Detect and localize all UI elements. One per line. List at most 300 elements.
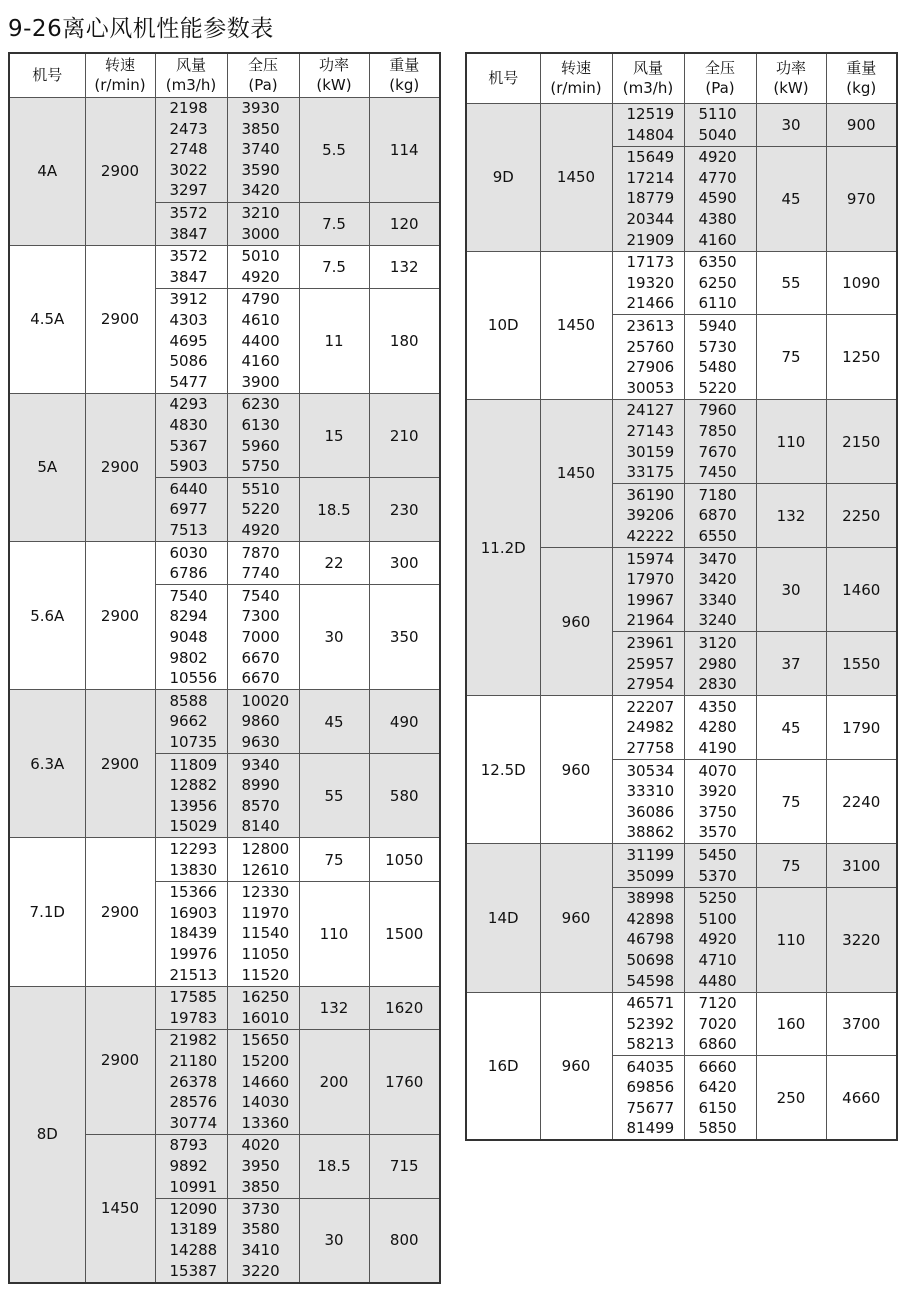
table-row bbox=[466, 251, 897, 315]
pressure-cell-value: 7300 bbox=[241, 607, 280, 626]
pressure-cell-value: 7670 bbox=[698, 442, 737, 461]
pressure-cell-value: 3340 bbox=[698, 590, 737, 609]
pressure-cell-value: 3420 bbox=[698, 570, 737, 589]
flow-cell bbox=[612, 484, 684, 548]
model-cell: 6.3A bbox=[9, 690, 85, 838]
flow-cell bbox=[612, 844, 684, 887]
flow-cell-value: 4830 bbox=[169, 415, 208, 434]
pressure-cell-value: 6230 bbox=[241, 395, 280, 414]
pressure-cell-value: 3580 bbox=[241, 1220, 280, 1239]
pressure-cell-value: 11540 bbox=[241, 924, 290, 943]
flow-cell bbox=[155, 986, 227, 1029]
flow-cell-value: 7540 bbox=[169, 586, 208, 605]
pressure-cell-value: 5750 bbox=[241, 457, 280, 476]
pressure-cell-value: 3900 bbox=[241, 372, 280, 391]
header-speed: 转速 (r/min) bbox=[85, 53, 155, 97]
pressure-cell-value: 14660 bbox=[241, 1072, 290, 1091]
flow-cell-value: 21180 bbox=[169, 1051, 218, 1070]
speed-cell: 1450 bbox=[540, 251, 612, 399]
pressure-cell-value: 7180 bbox=[698, 485, 737, 504]
flow-cell-value: 19976 bbox=[169, 944, 218, 963]
power-cell: 45 bbox=[756, 696, 826, 760]
pressure-cell-value: 12330 bbox=[241, 883, 290, 902]
model-cell: 4.5A bbox=[9, 245, 85, 393]
flow-cell-value: 21964 bbox=[626, 611, 675, 630]
weight-cell: 114 bbox=[369, 97, 440, 202]
flow-cell-value: 33310 bbox=[626, 782, 675, 801]
pressure-cell-value: 3850 bbox=[241, 119, 280, 138]
speed-cell: 960 bbox=[540, 992, 612, 1140]
pressure-cell-value: 5940 bbox=[698, 316, 737, 335]
header-model: 机号 bbox=[9, 53, 85, 97]
power-cell: 45 bbox=[299, 690, 369, 754]
flow-cell-value: 38862 bbox=[626, 823, 675, 842]
speed-cell: 960 bbox=[540, 548, 612, 696]
pressure-cell-value: 9860 bbox=[241, 712, 280, 731]
pressure-cell-value: 6670 bbox=[241, 669, 280, 688]
header-speed: 转速 (r/min) bbox=[540, 53, 612, 103]
flow-cell bbox=[155, 542, 227, 585]
speed-cell: 2900 bbox=[85, 838, 155, 986]
pressure-cell bbox=[684, 887, 756, 992]
weight-cell: 2150 bbox=[826, 399, 897, 483]
flow-cell-value: 15366 bbox=[169, 883, 218, 902]
model-cell: 7.1D bbox=[9, 838, 85, 986]
header-weight: 重量 (kg) bbox=[826, 53, 897, 103]
flow-cell-value: 5086 bbox=[169, 352, 208, 371]
flow-cell bbox=[155, 754, 227, 838]
flow-cell-value: 15029 bbox=[169, 817, 218, 836]
power-cell: 75 bbox=[299, 838, 369, 881]
pressure-cell bbox=[684, 760, 756, 844]
weight-cell: 180 bbox=[369, 288, 440, 393]
pressure-cell-value: 5480 bbox=[698, 358, 737, 377]
pressure-cell-value: 7960 bbox=[698, 401, 737, 420]
flow-cell bbox=[155, 585, 227, 690]
pressure-cell-value: 3420 bbox=[241, 181, 280, 200]
pressure-cell-value: 5370 bbox=[698, 866, 737, 885]
flow-cell-value: 8588 bbox=[169, 691, 208, 710]
pressure-cell bbox=[684, 696, 756, 760]
pressure-cell-value: 5450 bbox=[698, 845, 737, 864]
flow-cell-value: 36190 bbox=[626, 485, 675, 504]
pressure-cell-value: 7740 bbox=[241, 564, 280, 583]
header-flow: 风量 (m3/h) bbox=[612, 53, 684, 103]
pressure-cell-value: 7120 bbox=[698, 994, 737, 1013]
flow-cell-value: 9802 bbox=[169, 648, 208, 667]
flow-cell-value: 17214 bbox=[626, 168, 675, 187]
pressure-cell-value: 3950 bbox=[241, 1156, 280, 1175]
pressure-cell-value: 5110 bbox=[698, 105, 737, 123]
pressure-cell-value: 3410 bbox=[241, 1241, 280, 1260]
table-row bbox=[466, 844, 897, 887]
flow-cell-value: 15974 bbox=[626, 549, 675, 568]
pressure-cell-value: 8570 bbox=[241, 796, 280, 815]
pressure-cell bbox=[684, 548, 756, 632]
pressure-cell-value: 11970 bbox=[241, 903, 290, 922]
power-cell: 110 bbox=[756, 399, 826, 483]
speed-cell: 2900 bbox=[85, 97, 155, 245]
table-row bbox=[466, 399, 897, 483]
pressure-cell-value: 7540 bbox=[241, 586, 280, 605]
pressure-cell-value: 4790 bbox=[241, 290, 280, 309]
flow-cell-value: 6030 bbox=[169, 543, 208, 562]
speed-cell: 2900 bbox=[85, 393, 155, 541]
header-model: 机号 bbox=[466, 53, 540, 103]
weight-cell: 3700 bbox=[826, 992, 897, 1056]
speed-cell: 1450 bbox=[540, 103, 612, 251]
model-cell: 10D bbox=[466, 251, 540, 399]
model-cell: 11.2D bbox=[466, 399, 540, 695]
table-row bbox=[466, 992, 897, 1056]
pressure-cell-value: 5040 bbox=[698, 125, 737, 144]
flow-cell bbox=[155, 690, 227, 754]
speed-cell: 2900 bbox=[85, 542, 155, 690]
weight-cell: 1550 bbox=[826, 632, 897, 696]
speed-cell: 960 bbox=[540, 696, 612, 844]
speed-cell: 1450 bbox=[540, 399, 612, 547]
pressure-cell bbox=[227, 202, 299, 245]
flow-cell bbox=[155, 288, 227, 393]
pressure-cell bbox=[227, 1134, 299, 1198]
pressure-cell-value: 3220 bbox=[241, 1261, 280, 1280]
pressure-cell-value: 6670 bbox=[241, 648, 280, 667]
flow-cell-value: 14288 bbox=[169, 1241, 218, 1260]
weight-cell: 2240 bbox=[826, 760, 897, 844]
weight-cell: 490 bbox=[369, 690, 440, 754]
flow-cell-value: 9662 bbox=[169, 712, 208, 731]
pressure-cell-value: 4610 bbox=[241, 310, 280, 329]
table-row bbox=[9, 542, 440, 585]
weight-cell: 4660 bbox=[826, 1056, 897, 1140]
pressure-cell bbox=[227, 288, 299, 393]
flow-cell-value: 13189 bbox=[169, 1220, 218, 1239]
pressure-cell-value: 12800 bbox=[241, 839, 290, 858]
flow-cell-value: 30159 bbox=[626, 442, 675, 461]
pressure-cell bbox=[227, 97, 299, 202]
power-cell: 18.5 bbox=[299, 478, 369, 542]
flow-cell bbox=[155, 478, 227, 542]
weight-cell: 3220 bbox=[826, 887, 897, 992]
pressure-cell-value: 6250 bbox=[698, 273, 737, 292]
flow-cell-value: 42222 bbox=[626, 526, 675, 545]
flow-cell-value: 18439 bbox=[169, 924, 218, 943]
weight-cell: 1620 bbox=[369, 986, 440, 1029]
pressure-cell-value: 2980 bbox=[698, 654, 737, 673]
power-cell: 132 bbox=[299, 986, 369, 1029]
flow-cell-value: 6440 bbox=[169, 479, 208, 498]
flow-cell-value: 81499 bbox=[626, 1119, 675, 1138]
power-cell: 45 bbox=[756, 146, 826, 251]
flow-cell-value: 25760 bbox=[626, 337, 675, 356]
pressure-cell-value: 3470 bbox=[698, 549, 737, 568]
power-cell: 30 bbox=[299, 585, 369, 690]
flow-cell-value: 13830 bbox=[169, 860, 218, 879]
flow-cell-value: 27758 bbox=[626, 738, 675, 757]
flow-cell-value: 9892 bbox=[169, 1156, 208, 1175]
flow-cell-value: 12882 bbox=[169, 776, 218, 795]
power-cell: 37 bbox=[756, 632, 826, 696]
weight-cell: 3100 bbox=[826, 844, 897, 887]
pressure-cell bbox=[227, 881, 299, 986]
flow-cell bbox=[612, 251, 684, 315]
pressure-cell-value: 2830 bbox=[698, 675, 737, 694]
table-row bbox=[9, 838, 440, 881]
pressure-cell bbox=[227, 754, 299, 838]
weight-cell: 1250 bbox=[826, 315, 897, 399]
flow-cell-value: 17173 bbox=[626, 253, 675, 272]
flow-cell-value: 75677 bbox=[626, 1098, 675, 1117]
flow-cell-value: 6977 bbox=[169, 500, 208, 519]
pressure-cell bbox=[227, 393, 299, 477]
flow-cell bbox=[155, 202, 227, 245]
model-cell: 14D bbox=[466, 844, 540, 992]
flow-cell-value: 13956 bbox=[169, 796, 218, 815]
pressure-cell-value: 16250 bbox=[241, 988, 290, 1007]
flow-cell-value: 21909 bbox=[626, 230, 675, 249]
header-weight: 重量 (kg) bbox=[369, 53, 440, 97]
flow-cell bbox=[612, 548, 684, 632]
pressure-cell bbox=[227, 585, 299, 690]
power-cell: 30 bbox=[756, 548, 826, 632]
flow-cell bbox=[612, 315, 684, 399]
flow-cell bbox=[612, 632, 684, 696]
flow-cell-value: 22207 bbox=[626, 697, 675, 716]
pressure-cell bbox=[227, 690, 299, 754]
pressure-cell bbox=[684, 1056, 756, 1140]
flow-cell-value: 10556 bbox=[169, 669, 218, 688]
page-title: 9-26离心风机性能参数表 bbox=[8, 16, 274, 42]
pressure-cell-value: 3740 bbox=[241, 140, 280, 159]
flow-cell-value: 10991 bbox=[169, 1177, 218, 1196]
pressure-cell bbox=[227, 478, 299, 542]
flow-cell bbox=[612, 992, 684, 1056]
power-cell: 7.5 bbox=[299, 202, 369, 245]
flow-cell bbox=[612, 103, 684, 146]
flow-cell-value: 21466 bbox=[626, 294, 675, 313]
flow-cell-value: 50698 bbox=[626, 950, 675, 969]
power-cell: 22 bbox=[299, 542, 369, 585]
pressure-cell bbox=[227, 245, 299, 288]
header-pressure: 全压 (Pa) bbox=[684, 53, 756, 103]
pressure-cell bbox=[227, 1198, 299, 1282]
flow-cell-value: 19967 bbox=[626, 590, 675, 609]
pressure-cell-value: 15200 bbox=[241, 1051, 290, 1070]
flow-cell-value: 27143 bbox=[626, 421, 675, 440]
flow-cell-value: 3572 bbox=[169, 204, 208, 222]
pressure-cell-value: 3930 bbox=[241, 99, 280, 118]
pressure-cell-value: 3240 bbox=[698, 611, 737, 630]
pressure-cell-value: 9340 bbox=[241, 755, 280, 774]
flow-cell-value: 24127 bbox=[626, 401, 675, 420]
flow-cell-value: 5903 bbox=[169, 457, 208, 476]
pressure-cell bbox=[684, 399, 756, 483]
weight-cell: 1050 bbox=[369, 838, 440, 881]
weight-cell: 230 bbox=[369, 478, 440, 542]
header-power: 功率 (kW) bbox=[299, 53, 369, 97]
flow-cell-value: 46798 bbox=[626, 930, 675, 949]
pressure-cell-value: 4380 bbox=[698, 209, 737, 228]
pressure-cell-value: 4590 bbox=[698, 189, 737, 208]
pressure-cell bbox=[684, 992, 756, 1056]
pressure-cell-value: 4190 bbox=[698, 738, 737, 757]
pressure-cell bbox=[684, 251, 756, 315]
power-cell: 200 bbox=[299, 1029, 369, 1134]
pressure-cell-value: 5730 bbox=[698, 337, 737, 356]
flow-cell-value: 27954 bbox=[626, 675, 675, 694]
weight-cell: 1500 bbox=[369, 881, 440, 986]
pressure-cell-value: 7850 bbox=[698, 421, 737, 440]
flow-cell-value: 30534 bbox=[626, 761, 675, 780]
weight-cell: 300 bbox=[369, 542, 440, 585]
pressure-cell-value: 4920 bbox=[241, 520, 280, 539]
flow-cell-value: 30053 bbox=[626, 378, 675, 397]
flow-cell-value: 8793 bbox=[169, 1136, 208, 1155]
flow-cell-value: 2748 bbox=[169, 140, 208, 159]
flow-cell-value: 23961 bbox=[626, 633, 675, 652]
pressure-cell-value: 13360 bbox=[241, 1113, 290, 1132]
flow-cell-value: 3847 bbox=[169, 267, 208, 286]
flow-cell-value: 6786 bbox=[169, 564, 208, 583]
flow-cell-value: 46571 bbox=[626, 994, 675, 1013]
table-row bbox=[9, 986, 440, 1029]
flow-cell bbox=[155, 838, 227, 881]
pressure-cell-value: 11050 bbox=[241, 944, 290, 963]
weight-cell: 132 bbox=[369, 245, 440, 288]
flow-cell-value: 27906 bbox=[626, 358, 675, 377]
pressure-cell-value: 6110 bbox=[698, 294, 737, 313]
power-cell: 75 bbox=[756, 844, 826, 887]
weight-cell: 1460 bbox=[826, 548, 897, 632]
pressure-cell-value: 14030 bbox=[241, 1093, 290, 1112]
pressure-cell-value: 3850 bbox=[241, 1177, 280, 1196]
table-body bbox=[9, 97, 440, 1283]
pressure-cell-value: 8990 bbox=[241, 776, 280, 795]
flow-cell-value: 52392 bbox=[626, 1014, 675, 1033]
flow-cell-value: 26378 bbox=[169, 1072, 218, 1091]
pressure-cell-value: 6660 bbox=[698, 1057, 737, 1076]
flow-cell-value: 2473 bbox=[169, 119, 208, 138]
pressure-cell-value: 11520 bbox=[241, 965, 290, 984]
flow-cell-value: 3572 bbox=[169, 247, 208, 266]
flow-cell bbox=[155, 881, 227, 986]
flow-cell-value: 42898 bbox=[626, 909, 675, 928]
flow-cell-value: 21982 bbox=[169, 1031, 218, 1050]
flow-cell-value: 10735 bbox=[169, 732, 218, 751]
flow-cell-value: 39206 bbox=[626, 506, 675, 525]
pressure-cell-value: 12610 bbox=[241, 860, 290, 879]
flow-cell bbox=[612, 760, 684, 844]
power-cell: 18.5 bbox=[299, 1134, 369, 1198]
pressure-cell bbox=[227, 838, 299, 881]
pressure-cell-value: 5960 bbox=[241, 436, 280, 455]
flow-cell-value: 3022 bbox=[169, 160, 208, 179]
flow-cell bbox=[155, 1198, 227, 1282]
pressure-cell bbox=[684, 146, 756, 251]
model-cell: 8D bbox=[9, 986, 85, 1282]
flow-cell-value: 23613 bbox=[626, 316, 675, 335]
flow-cell-value: 5477 bbox=[169, 372, 208, 391]
table-row bbox=[9, 690, 440, 754]
pressure-cell bbox=[684, 632, 756, 696]
power-cell: 7.5 bbox=[299, 245, 369, 288]
weight-cell: 970 bbox=[826, 146, 897, 251]
table-row bbox=[9, 245, 440, 288]
flow-cell-value: 15649 bbox=[626, 148, 675, 167]
pressure-cell-value: 3120 bbox=[698, 633, 737, 652]
model-cell: 12.5D bbox=[466, 696, 540, 844]
speed-cell: 1450 bbox=[85, 1134, 155, 1282]
model-cell: 5A bbox=[9, 393, 85, 541]
table-row bbox=[9, 97, 440, 202]
power-cell: 15 bbox=[299, 393, 369, 477]
flow-cell bbox=[155, 245, 227, 288]
pressure-cell-value: 6860 bbox=[698, 1035, 737, 1054]
header-pressure: 全压 (Pa) bbox=[227, 53, 299, 97]
power-cell: 55 bbox=[299, 754, 369, 838]
weight-cell: 1790 bbox=[826, 696, 897, 760]
pressure-cell-value: 6870 bbox=[698, 506, 737, 525]
weight-cell: 1760 bbox=[369, 1029, 440, 1134]
power-cell: 30 bbox=[299, 1198, 369, 1282]
pressure-cell-value: 7000 bbox=[241, 627, 280, 646]
pressure-cell-value: 4160 bbox=[241, 352, 280, 371]
flow-cell-value: 19320 bbox=[626, 273, 675, 292]
flow-cell-value: 7513 bbox=[169, 520, 208, 539]
table-body bbox=[466, 103, 897, 1140]
flow-cell bbox=[612, 696, 684, 760]
weight-cell: 2250 bbox=[826, 484, 897, 548]
flow-cell-value: 18779 bbox=[626, 189, 675, 208]
pressure-cell-value: 4480 bbox=[698, 971, 737, 990]
weight-cell: 210 bbox=[369, 393, 440, 477]
flow-cell-value: 58213 bbox=[626, 1035, 675, 1054]
pressure-cell-value: 5510 bbox=[241, 479, 280, 498]
pressure-cell-value: 6350 bbox=[698, 253, 737, 272]
pressure-cell-value: 5850 bbox=[698, 1119, 737, 1138]
power-cell: 30 bbox=[756, 103, 826, 146]
pressure-cell-value: 5100 bbox=[698, 909, 737, 928]
weight-cell: 800 bbox=[369, 1198, 440, 1282]
pressure-cell bbox=[684, 103, 756, 146]
flow-cell-value: 21513 bbox=[169, 965, 218, 984]
flow-cell-value: 4695 bbox=[169, 331, 208, 350]
flow-cell-value: 28576 bbox=[169, 1093, 218, 1112]
fan-spec-table-right bbox=[465, 52, 898, 1141]
speed-cell: 2900 bbox=[85, 245, 155, 393]
pressure-cell-value: 16010 bbox=[241, 1008, 290, 1027]
flow-cell-value: 30774 bbox=[169, 1113, 218, 1132]
pressure-cell-value: 7870 bbox=[241, 543, 280, 562]
pressure-cell-value: 3920 bbox=[698, 782, 737, 801]
pressure-cell bbox=[227, 1029, 299, 1134]
pressure-cell-value: 4920 bbox=[698, 930, 737, 949]
flow-cell-value: 19783 bbox=[169, 1008, 218, 1027]
weight-cell: 120 bbox=[369, 202, 440, 245]
table-row bbox=[466, 696, 897, 760]
flow-cell bbox=[612, 1056, 684, 1140]
pressure-cell-value: 15650 bbox=[241, 1031, 290, 1050]
speed-cell: 2900 bbox=[85, 986, 155, 1134]
power-cell: 75 bbox=[756, 760, 826, 844]
pressure-cell-value: 4400 bbox=[241, 331, 280, 350]
flow-cell-value: 12090 bbox=[169, 1199, 218, 1218]
table-row bbox=[9, 393, 440, 477]
pressure-cell-value: 3570 bbox=[698, 823, 737, 842]
pressure-cell bbox=[227, 542, 299, 585]
header-power: 功率 (kW) bbox=[756, 53, 826, 103]
flow-cell-value: 17970 bbox=[626, 570, 675, 589]
